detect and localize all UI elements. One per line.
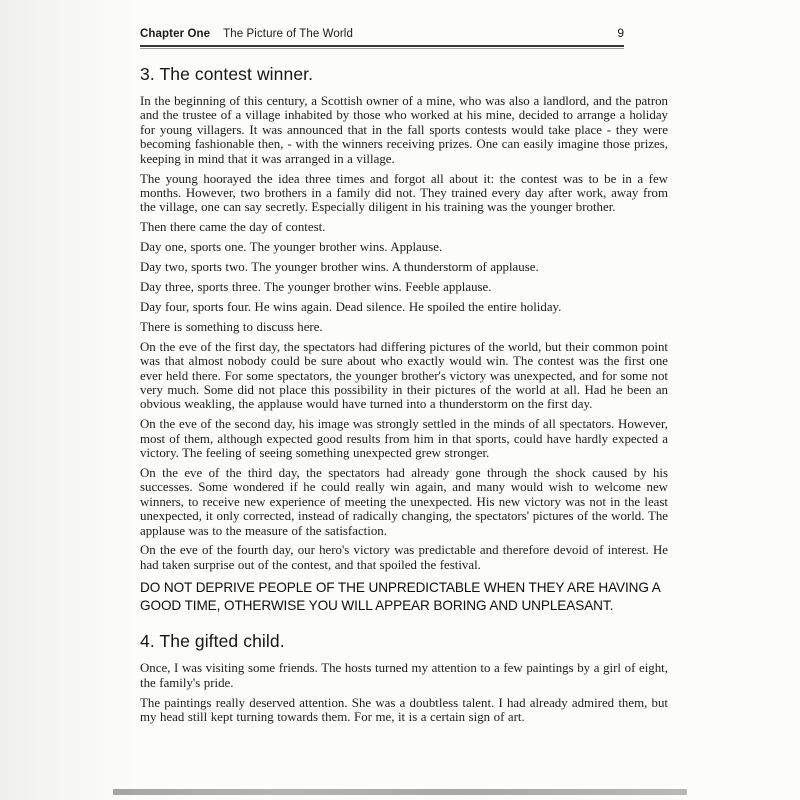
paragraph: In the beginning of this century, a Scottish owner of a mine, who was also a landlord, and the patron and the trustee of a village inhabited by those who worked at his mine, decided to arrange a holiday for young villagers. It was announced that in the fall sports contests would take place - they were becoming fashionable then, - with the winners receiving prizes. One can easily imagine those prizes, keeping in mind that it was arranged in a village. (140, 94, 668, 166)
scan-artifact-bar (113, 789, 687, 795)
paragraph: On the eve of the fourth day, our hero's victory was predictable and therefore devoid of interest. He had taken surprise out of the contest, and that spoiled the festival. (140, 543, 668, 572)
paragraph: Then there came the day of contest. (140, 220, 326, 235)
paragraph: Day two, sports two. The younger brother wins. A thunderstorm of applause. (140, 260, 539, 275)
section-heading: 4. The gifted child. (140, 631, 285, 652)
paragraph: The young hoorayed the idea three times and forgot all about it: the contest was to be in a few months. However, two brothers in a family did not. They trained every day after work, away from the village, one can say secretly. Especially diligent in his training was the younger brother. (140, 171, 668, 215)
paragraph: Day four, sports four. He wins again. Dead silence. He spoiled the entire holiday. (140, 299, 562, 314)
paragraph: Once, I was visiting some friends. The hosts turned my attention to a few paintings by a girl of eight, the family's pride. (140, 661, 668, 690)
paragraph: Day one, sports one. The younger brother wins. Applause. (140, 240, 443, 255)
section-heading: 3. The contest winner. (140, 64, 314, 84)
paragraph: On the eve of the second day, his image was strongly settled in the minds of all spectators. However, most of them, although expected good results from him in that sports, could have hardly expected a victory. The feeling of seeing something unexpected grew stronger. (140, 417, 668, 461)
page-body (140, 64, 668, 725)
chapter-label: Chapter One (140, 28, 211, 40)
page-header (140, 26, 624, 47)
paragraph: There is something to discuss here. (140, 319, 323, 334)
page-number: 9 (617, 26, 624, 40)
paragraph: The paintings really deserved attention. She was a doubtless talent. I had already admired them, but my head still kept turning towards them. For me, it is a certain sign of art. (140, 695, 668, 725)
paragraph: On the eve of the third day, the spectators had already gone through the shock caused by his successes. Some wondered if he could really win again, and many would wish to welcome new winners, to receive new experience of meeting the unexpected. His new victory was not in the least unexpected, it only corrected, instead of radically changing, the spectators' pictures of the world. The applause was to the measure of the satisfaction. (140, 465, 668, 538)
emphasis-paragraph: DO NOT DEPRIVE PEOPLE OF THE UNPREDICTABLE WHEN THEY ARE HAVING A GOOD TIME, OTHERWISE YOU WILL APPEAR BORING AND UNPLEASANT. (140, 580, 661, 613)
chapter-title: The Picture of The World (223, 28, 353, 40)
paragraph: Day three, sports three. The younger brother wins. Feeble applause. (140, 279, 492, 294)
paragraph: On the eve of the first day, the spectators had differing pictures of the world, but their common point was that almost nobody could be sure about who exactly would win. The contest was the first one ever held there. For some spectators, the younger brother's victory was unexpected, and for some not very much. Some did not place this possibility in their pictures of the world at all. Had he been an obvious weakling, the applause would have turned into a thunderstorm on the first day. (140, 339, 668, 412)
